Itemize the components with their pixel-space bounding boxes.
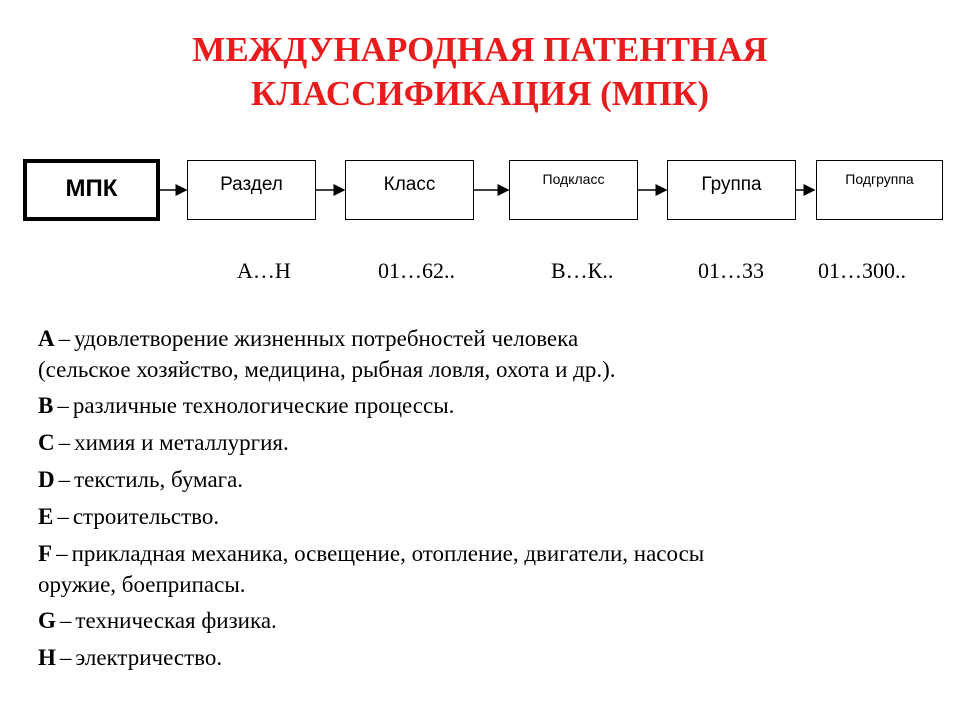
title-line-2: КЛАССИФИКАЦИЯ (МПК): [250, 74, 710, 113]
code-range-subclass: В…К..: [551, 258, 614, 283]
section-description: различные технологические процессы.: [72, 393, 455, 418]
root-box-mpk: МПК: [23, 159, 160, 221]
section-description: химия и металлургия.: [74, 430, 289, 455]
level-box-group: Группа: [667, 160, 796, 220]
legend-row-c: C – химия и металлургия.: [38, 430, 289, 455]
level-box-section: Раздел: [187, 160, 316, 220]
section-letter: H: [38, 645, 56, 670]
section-description: прикладная механика, освещение, отопление, двигатели, насосы: [71, 541, 705, 566]
section-description: строительство.: [72, 504, 220, 529]
level-box-subclass: Подкласс: [509, 160, 638, 220]
section-description: текстиль, бумага.: [74, 467, 244, 492]
section-legend: [38, 320, 938, 676]
legend-row-e: E – строительство.: [38, 504, 220, 529]
code-range-class: 01…62..: [378, 258, 455, 283]
code-range-section: А…Н: [237, 258, 291, 283]
section-description: удовлетворение жизненных потребностей человека: [74, 326, 579, 351]
section-letter: E: [38, 504, 54, 529]
section-description: электричество.: [75, 645, 223, 670]
section-letter: B: [38, 393, 54, 418]
section-letter: A: [38, 326, 55, 351]
legend-row-a-continued: (сельское хозяйство, медицина, рыбная ловля, охота и др.).: [38, 357, 616, 382]
title-line-1: МЕЖДУНАРОДНАЯ ПАТЕНТНАЯ: [192, 30, 768, 69]
section-letter: F: [38, 541, 53, 566]
code-range-group: 01…33: [698, 258, 764, 283]
legend-row-a: A – удовлетворение жизненных потребностей человека: [38, 326, 579, 351]
level-box-class: Класс: [345, 160, 474, 220]
section-letter: G: [38, 608, 56, 633]
legend-row-f: F – прикладная механика, освещение, отопление, двигатели, насосы: [38, 541, 705, 566]
legend-row-g: G – техническая физика.: [38, 608, 277, 633]
code-range-subgroup: 01…300..: [818, 258, 906, 283]
section-description: техническая физика.: [75, 608, 277, 633]
legend-row-h: H – электричество.: [38, 645, 223, 670]
legend-row-f-continued: оружие, боеприпасы.: [38, 572, 246, 597]
section-letter: C: [38, 430, 55, 455]
legend-row-d: D – текстиль, бумага.: [38, 467, 244, 492]
section-letter: D: [38, 467, 55, 492]
legend-row-b: B – различные технологические процессы.: [38, 393, 455, 418]
level-box-subgroup: Подгруппа: [816, 160, 943, 220]
